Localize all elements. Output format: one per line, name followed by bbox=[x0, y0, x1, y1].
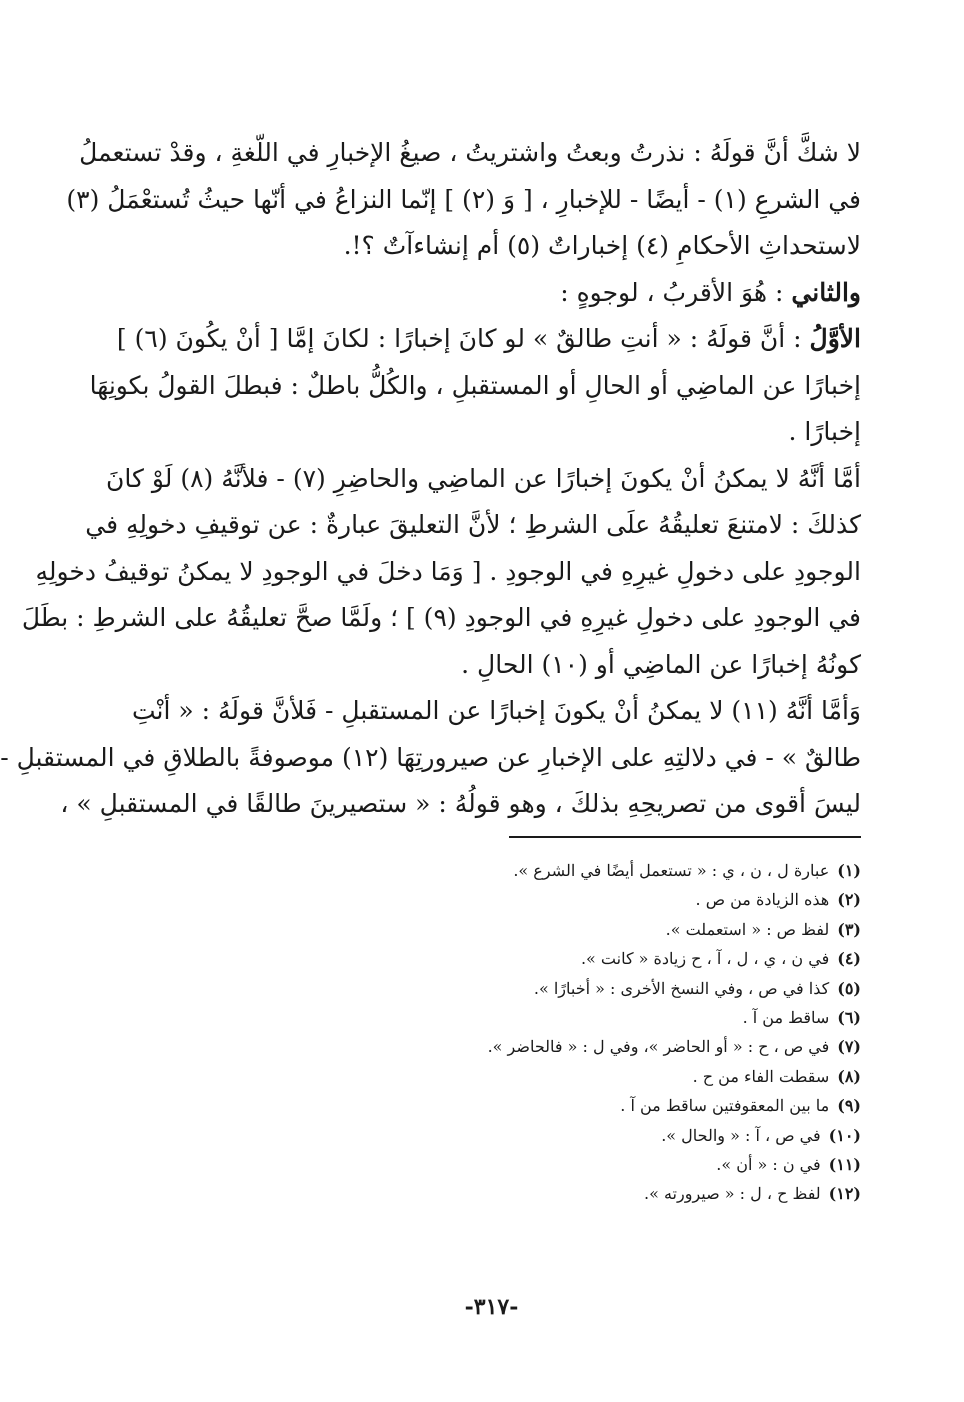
footnote-item: (٧)في ص ، ح : « أو الحاضر »، وفي ل : « فالحاضر ». bbox=[487, 1037, 861, 1057]
text-line: ليسَ أقوى من تصريحِهِ بذلكَ ، وهو قولُهُ : « ستصيرينَ طالقًا في المستقبلِ » ، bbox=[60, 789, 861, 818]
footnote-item: (١٢)لفظ ح ، ل : « صيرورته ». bbox=[644, 1184, 861, 1204]
text-line: الوجودِ على دخولِ غيرِهِ في الوجودِ . [ وَمَا دخلَ في الوجودِ لا يمكنُ توقيفُ دخولِهِ bbox=[35, 556, 861, 586]
section-heading: الأوَّلُ bbox=[809, 324, 861, 353]
text-line: والثاني : هُوَ الأقربُ ، لوجوهٍ : bbox=[560, 277, 861, 307]
text-line: في الوجودِ على دخولِ غيرِهِ في الوجودِ (٩) ] ؛ ولَمَّا صحَّ تعليقُهُ على الشرطِ : بطَلَ bbox=[21, 603, 861, 632]
text-line: أمَّا أنَّهُ لا يمكنُ أنْ يكونَ إخبارًا عن الماضِي والحاضِرِ (٧) - فلأنَّهُ (٨) لَوْ كانَ bbox=[106, 463, 861, 493]
page-number: -٣١٧- bbox=[464, 1294, 519, 1320]
text-line: وَأمَّا أنَّهُ (١١) لا يمكنُ أنْ يكونَ إخبارًا عن المستقبلِ - فَلأنَّ قولَهُ : « أنْتِ bbox=[132, 696, 861, 725]
text-line: لاستحداثِ الأحكامِ (٤) إخباراتٌ (٥) أم إنشاءآتٌ ؟!. bbox=[343, 231, 861, 260]
footnote-item: (٦)ساقط من آ . bbox=[742, 1008, 861, 1028]
footnote-item: (١)عبارة ل ، ن ، ي : « تستعمل أيضًا في الشرع ». bbox=[513, 861, 861, 880]
text-line: في الشرعِ (١) - أيضًا - للإخبارِ ، [ وَ (٢) ] إنّما النزاعُ في أنّها حيثُ تُستعْمَلُ (٣) bbox=[66, 184, 861, 214]
text-line: إخبارًا عن الماضِي أو الحالِ أو المستقبلِ ، والكُلُّ باطلٌ : فبطلَ القولُ بكونِهَا bbox=[89, 370, 861, 400]
footnote-item: (٢)هذه الزيادة من ص . bbox=[695, 890, 861, 910]
text-line: كذلكَ : لامتنعَ تعليقُهُ علَى الشرطِ ؛ لأنَّ التعليقَ عبارةٌ : عن توقيفِ دخولِهِ في bbox=[85, 510, 861, 539]
text-line: لا شكَّ أنَّ قولَهُ : نذرتُ وبعتُ واشتريتُ ، صيغُ الإخبارِ في اللّغةِ ، وقدْ تستعملُ bbox=[79, 138, 861, 167]
section-heading: والثاني bbox=[791, 277, 861, 307]
footnote-item: (٥)كذا في ص ، وفي النسخ الأخرى : « أخبارًا ». bbox=[533, 978, 861, 998]
main-text-block bbox=[0, 130, 861, 828]
footnote-item: (١١)في ن : « أن ». bbox=[716, 1155, 861, 1175]
text-line: كونُهُ إخبارًا عن الماضِي أو (١٠) الحالِ . bbox=[461, 649, 861, 679]
text-line: طالقٌ » - في دلالتِهِ على الإخبارِ عن صيرورتِهَا (١٢) موصوفةً بالطلاقِ في المستقبلِ - bbox=[0, 742, 861, 772]
footnote-item: (١٠)في ص ، آ : « والحال ». bbox=[661, 1125, 861, 1145]
text-line: إخبارًا . bbox=[788, 417, 861, 446]
text-line: الأوَّلُ : أنَّ قولَهُ : « أنتِ طالقٌ » لو كانَ إخبارًا : لكانَ إمَّا [ أنْ يكُونَ (٦) ] bbox=[116, 324, 861, 353]
footnote-divider bbox=[509, 836, 861, 838]
footnote-item: (٣)لفظ ص : « استعملت ». bbox=[665, 919, 861, 939]
footnote-item: (٩)ما بين المعقوفتين ساقط من آ . bbox=[620, 1096, 861, 1116]
footnote-item: (٨)سقطت الفاء من ح . bbox=[692, 1066, 861, 1086]
footnote-item: (٤)في ن ، ي ، ل ، آ ، ح زيادة « كانت ». bbox=[580, 949, 861, 969]
footnotes-block bbox=[169, 856, 861, 1209]
